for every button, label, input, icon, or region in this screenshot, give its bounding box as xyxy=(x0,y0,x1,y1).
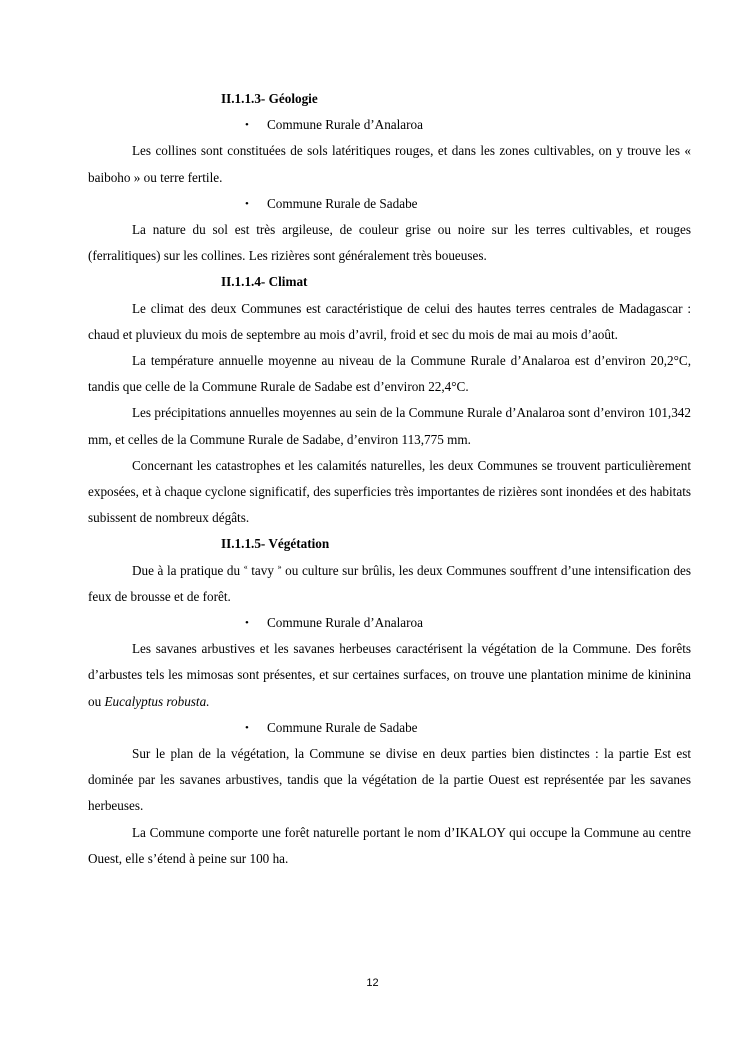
paragraph-climat-2: La température annuelle moyenne au niveau de la Commune Rurale d’Analaroa est d’environ 20,2°C, tandis que celle de la Commune Rurale de Sadabe est d’environ 22,4°C. xyxy=(88,352,691,395)
bullet-item-sadabe-geologie xyxy=(88,191,691,217)
paragraph-climat-3: Les précipitations annuelles moyennes au sein de la Commune Rurale d’Analaroa sont d’environ 101,342 mm, et celles de la Commune Rurale de Sadabe, d’environ 113,775 mm. xyxy=(88,405,691,447)
section-heading-climat: II.1.1.4- Climat xyxy=(221,274,308,290)
bullet-label: Commune Rurale d’Analaroa xyxy=(267,614,424,630)
paragraph-geologie-analaroa: Les collines sont constituées de sols latéritiques rouges, et dans les zones cultivables, on y trouve les « baiboho » ou terre fertile. xyxy=(88,143,691,185)
page-number: 12 xyxy=(366,977,379,989)
bullet-label: Commune Rurale d’Analaroa xyxy=(267,117,424,133)
paragraph-climat-4: Concernant les catastrophes et les calamités naturelles, les deux Communes se trouvent particulièrement exposées, et à chaque cyclone significatif, des superficies très importantes de rizières sont inondées et des habitats subissent de nombreux dégâts. xyxy=(88,457,691,526)
paragraph-vegetation-intro xyxy=(88,558,691,610)
intro-text-before: Due à la pratique du xyxy=(132,562,241,578)
paragraph-geologie-sadabe: La nature du sol est très argileuse, de couleur grise ou noire sur les terres cultivables, et rouges (ferralitiques) sur les collines. Les rizières sont généralement très boueuses. xyxy=(88,221,691,264)
paragraph-climat-1: Le climat des deux Communes est caractéristique de celui des hautes terres centrales de Madagascar : chaud et pluvieux du mois de septembre au mois d’avril, froid et sec du mois de mai au mois d’août. xyxy=(88,300,691,342)
quote-close: » xyxy=(277,562,282,572)
paragraph-vegetation-sadabe-2: La Commune comporte une forêt naturelle portant le nom d’IKALOY qui occupe la Commune au centre Ouest, elle s’étend à peine sur 100 ha. xyxy=(88,824,691,866)
bullet-icon: • xyxy=(245,119,249,132)
bullet-item-analaroa-vegetation xyxy=(88,610,691,636)
bullet-item-sadabe-vegetation xyxy=(88,715,691,741)
bullet-label: Commune Rurale de Sadabe xyxy=(267,195,418,211)
species-name: Eucalyptus robusta. xyxy=(104,693,210,709)
section-heading-geologie: II.1.1.3- Géologie xyxy=(221,91,318,106)
bullet-label: Commune Rurale de Sadabe xyxy=(267,719,418,735)
intro-text-after: ou culture sur brûlis, les deux Communes souffrent d’une intensification des feux de brousse et de forêt. xyxy=(88,562,692,604)
paragraph-vegetation-sadabe-1: Sur le plan de la végétation, la Commune se divise en deux parties bien distinctes : la partie Est est dominée par les savanes arbustives, tandis que la végétation de la partie Ouest est représentée par les savanes herbeuses. xyxy=(88,745,691,814)
paragraph-vegetation-analaroa xyxy=(88,636,691,715)
bullet-item-analaroa-geologie xyxy=(88,112,691,138)
paragraph-text: Les savanes arbustives et les savanes herbeuses caractérisent la végétation de la Commune. Des forêts d’arbustes tels les mimosas sont présentes, et sur certaines surfaces, on trouve une plantation minime de kininina ou xyxy=(88,641,691,709)
section-heading-vegetation: II.1.1.5- Végétation xyxy=(221,536,330,552)
intro-term: tavy xyxy=(251,562,274,578)
page-content xyxy=(88,86,691,872)
bullet-icon: • xyxy=(245,721,249,734)
bullet-icon: • xyxy=(245,197,249,210)
bullet-icon: • xyxy=(245,616,249,629)
quote-open: « xyxy=(243,562,248,572)
